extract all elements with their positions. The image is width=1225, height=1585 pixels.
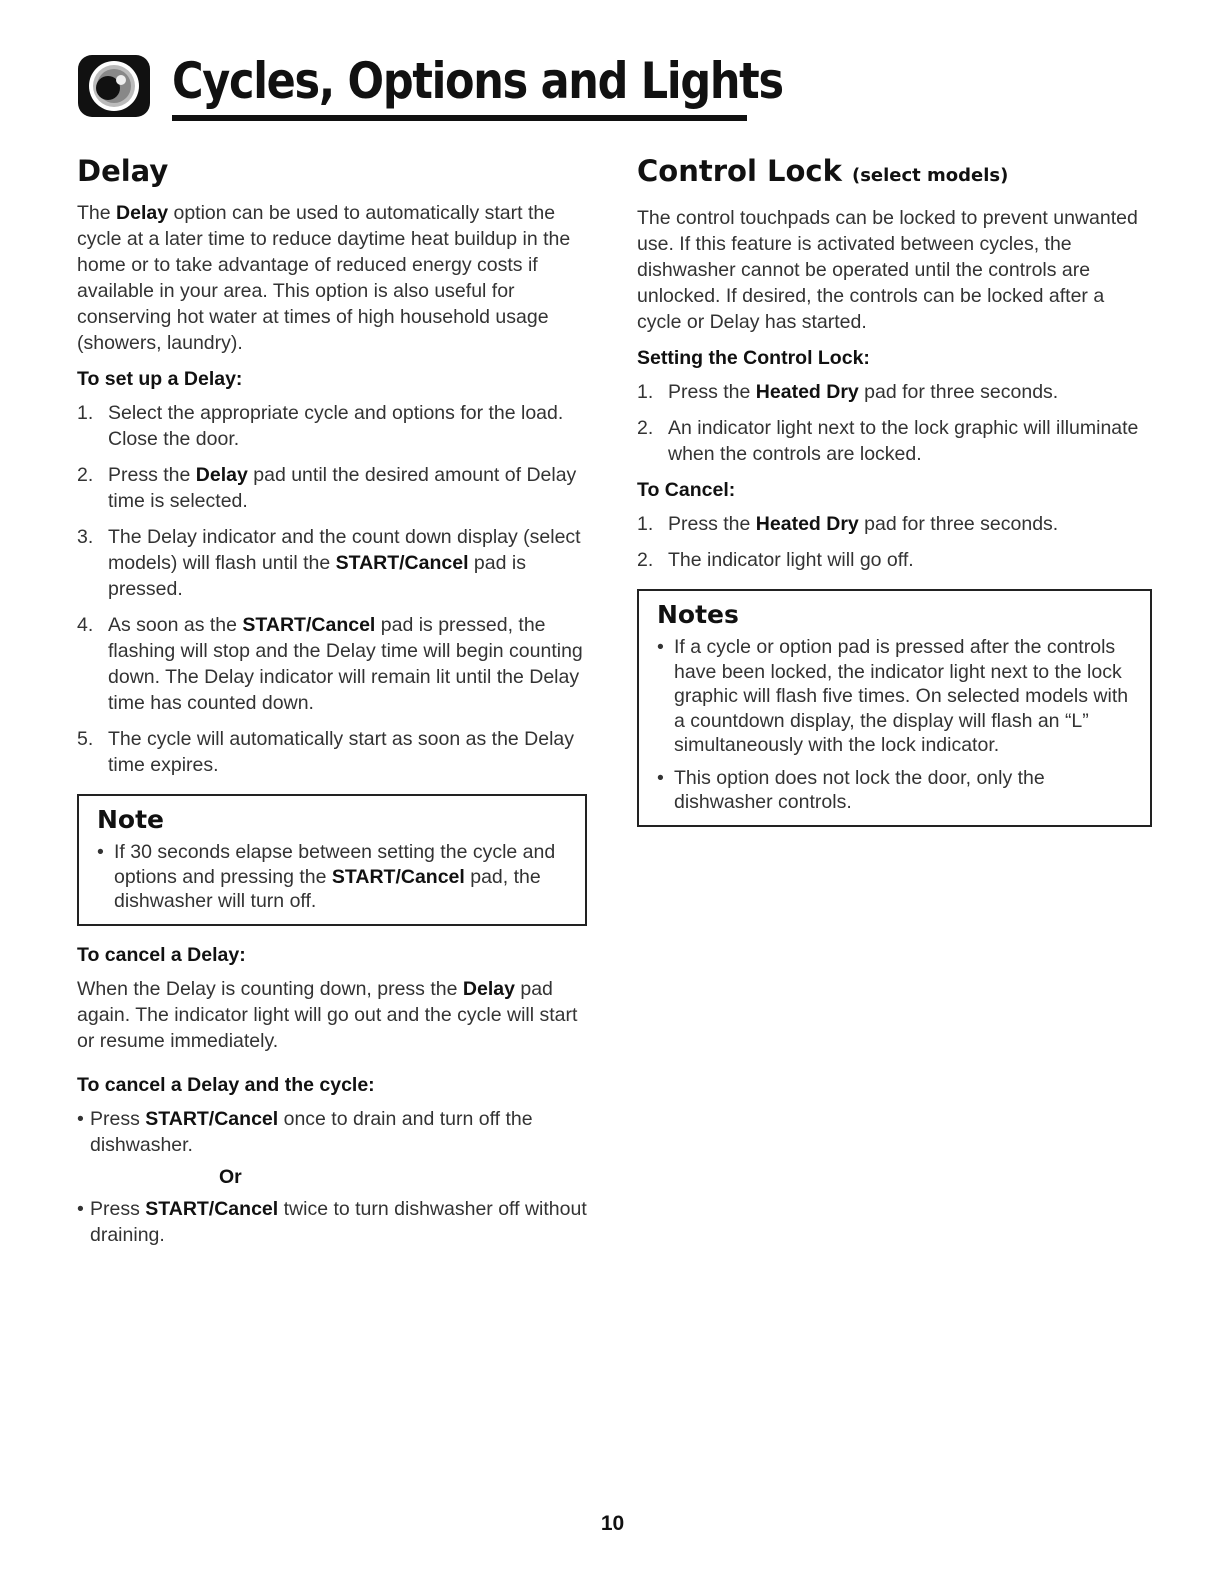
control-lock-notes-box	[637, 589, 1152, 827]
note-list	[97, 840, 571, 914]
dial-icon	[77, 54, 151, 118]
list-item: • If 30 seconds elapse between setting the cycle and options and pressing the START/Cancel pad, the dishwasher will turn off.	[97, 841, 556, 912]
control-lock-heading: Control Lock (select models)	[637, 154, 1009, 188]
cancel-delay-cycle-heading: To cancel a Delay and the cycle:	[77, 1073, 375, 1096]
select-models-label: (select models)	[851, 165, 1009, 186]
setting-steps	[637, 379, 1152, 467]
page-number: 10	[600, 1512, 625, 1535]
cancel-delay-text: When the Delay is counting down, press the Delay pad again. The indicator light will go out and the cycle will start or resume immediately.	[77, 977, 578, 1052]
delay-heading: Delay	[77, 154, 169, 188]
notes-list	[657, 635, 1136, 815]
list-item: 2. The indicator light will go off.	[637, 549, 914, 571]
list-item: • Press START/Cancel twice to turn dishwasher off without draining.	[77, 1197, 587, 1246]
list-item: 5. The cycle will automatically start as soon as the Delay time expires.	[77, 728, 575, 776]
control-lock-section	[637, 152, 1152, 843]
to-cancel-heading: To Cancel:	[637, 479, 736, 501]
control-lock-intro: The control touchpads can be locked to prevent unwanted use. If this feature is activated between cycles, the dishwasher cannot be operated until the controls are unlocked. If desired, the controls can be locked after a cycle or Delay has started.	[637, 207, 1138, 333]
title-underline	[172, 115, 747, 121]
delay-setup-heading: To set up a Delay:	[77, 368, 243, 390]
delay-section	[77, 152, 587, 1248]
cancel-steps	[637, 511, 1152, 573]
page-title: Cycles, Options and Lights	[172, 52, 783, 110]
delay-intro: The Delay option can be used to automatically start the cycle at a later time to reduce daytime heat buildup in the home or to take advantage of reduced energy costs if available in your area. This option is also useful for conserving hot water at times of high household usage (showers, laundry).	[77, 202, 571, 354]
list-item: • If a cycle or option pad is pressed after the controls have been locked, the indicator light next to the lock graphic will flash five times. On selected models with a countdown display, the display will flash an “L” simultaneously with the lock indicator.	[657, 636, 1129, 756]
list-item: • This option does not lock the door, only the dishwasher controls.	[657, 766, 1045, 813]
list-item: 2. An indicator light next to the lock graphic will illuminate when the controls are locked.	[637, 417, 1139, 465]
list-item: 3. The Delay indicator and the count down display (select models) will flash until the START/Cancel pad is pressed.	[77, 526, 581, 600]
setting-control-lock-heading: Setting the Control Lock:	[637, 347, 870, 369]
list-item: 2. Press the Delay pad until the desired amount of Delay time is selected.	[77, 464, 577, 512]
delay-setup-steps	[77, 400, 587, 778]
notes-heading: Notes	[657, 600, 739, 629]
or-label: Or	[219, 1165, 242, 1188]
list-item: 1. Press the Heated Dry pad for three seconds.	[637, 513, 1059, 535]
list-item: • Press START/Cancel once to drain and turn off the dishwasher.	[77, 1107, 533, 1156]
cancel-delay-heading: To cancel a Delay:	[77, 943, 246, 966]
page-header	[77, 46, 783, 124]
note-heading: Note	[97, 805, 165, 834]
list-item: 4. As soon as the START/Cancel pad is pressed, the flashing will stop and the Delay time will begin counting down. The Delay indicator will remain lit until the Delay time has counted down.	[77, 614, 583, 714]
list-item: 1. Press the Heated Dry pad for three seconds.	[637, 381, 1059, 403]
delay-note-box	[77, 794, 587, 926]
list-item: 1. Select the appropriate cycle and options for the load. Close the door.	[77, 402, 564, 450]
